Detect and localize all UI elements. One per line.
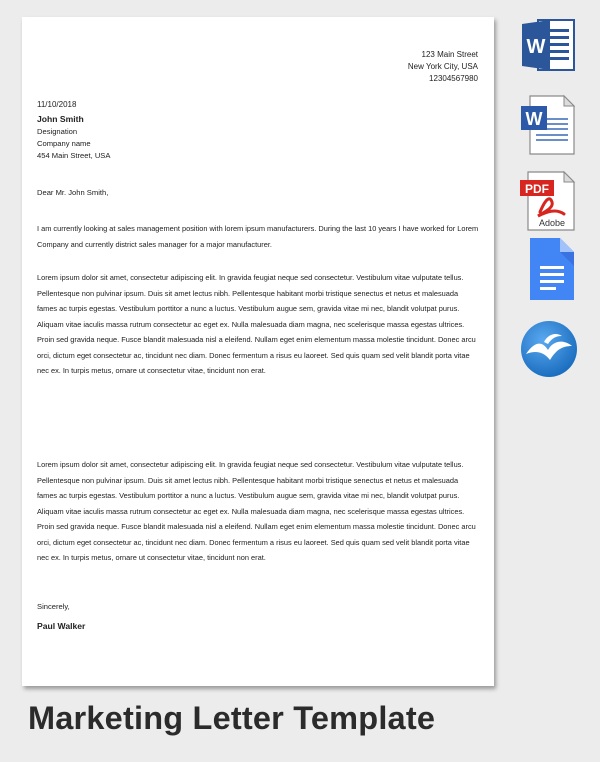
body-paragraph-2: Lorem ipsum dolor sit amet, consectetur adipiscing elit. In gravida feugiat neque sed consectetur. Vestibulum vitae vulputate tellus. Pellentesque non pulvinar ipsum. Duis sit amet lectus nibh. Pellentesque habitant morbi tristique senectus et netus et malesuada fames ac turpis egestas. Vestibulum porttitor a nunc a luctus. Vestibulum augue sem, gravida vitae mi nec, blandit volutpat purus. Aliquam vitae iaculis massa rutrum consectetur ac eget ex. Nulla malesuada diam magna, nec scelerisque massa egestas ultrices. Proin sed gravida neque. Fusce blandit malesuada nisl a eleifend. Nullam eget enim elementum massa molestie tincidunt. Donec arcu orci, dictum eget consectetur ac, tincidunt nec diam. Donec fermentum a risus eu laoreet. Sed quis quam sed velit blandit porta vitae nec ex. In turpis metus, ornare ut consectetur vitae, tincidunt non erat. — [37, 460, 476, 562]
sender-city: New York City, USA — [407, 62, 478, 71]
recipient-designation: Designation — [37, 127, 78, 136]
letter-page — [22, 17, 494, 686]
google-docs-icon[interactable] — [516, 236, 582, 302]
letter-date: 11/10/2018 — [37, 100, 77, 109]
sender-phone: 12304567980 — [429, 74, 478, 83]
recipient-block — [37, 113, 479, 162]
salutation: Dear Mr. John Smith, — [37, 188, 109, 197]
pdf-icon[interactable] — [516, 168, 582, 234]
body-paragraph-1: Lorem ipsum dolor sit amet, consectetur adipiscing elit. In gravida feugiat neque sed consectetur. Vestibulum vitae vulputate tellus. Pellentesque non pulvinar ipsum. Duis sit amet lectus nibh. Pellentesque habitant morbi tristique senectus et netus et malesuada fames ac turpis egestas. Vestibulum porttitor a nunc a luctus. Vestibulum augue sem, gravida vitae mi nec, blandit volutpat purus. Aliquam vitae iaculis massa rutrum consectetur ac eget ex. Nulla malesuada diam magna, nec scelerisque massa egestas ultrices. Proin sed gravida neque. Fusce blandit malesuada nisl a eleifend. Nullam eget enim elementum massa molestie tincidunt. Donec arcu orci, dictum eget consectetur ac, tincidunt nec diam. Donec fermentum a risus eu laoreet. Sed quis quam sed velit blandit porta vitae nec ex. In turpis metus, ornare ut consectetur vitae, tincidunt non erat. — [37, 273, 476, 375]
page-title: Marketing Letter Template — [28, 700, 436, 736]
pdf-label: PDF — [525, 182, 549, 196]
word-icon[interactable] — [516, 14, 582, 80]
signer-name: Paul Walker — [37, 621, 86, 631]
recipient-address: 454 Main Street, USA — [37, 151, 111, 160]
word-letter: W — [526, 36, 546, 58]
recipient-name: John Smith — [37, 114, 84, 124]
sender-address — [408, 49, 478, 85]
closing: Sincerely, — [37, 602, 70, 611]
openoffice-icon[interactable] — [516, 316, 582, 382]
sender-street: 123 Main Street — [421, 50, 478, 59]
adobe-label: Adobe — [538, 218, 566, 228]
recipient-company: Company name — [37, 139, 91, 148]
intro-paragraph: I am currently looking at sales management position with lorem ipsum manufacturers. During the last 10 years I have worked for Lorem Company and currently district sales manager for a major manufacturer. — [37, 224, 479, 249]
word-doc-icon[interactable] — [516, 92, 582, 158]
word-doc-letter: W — [525, 109, 543, 129]
